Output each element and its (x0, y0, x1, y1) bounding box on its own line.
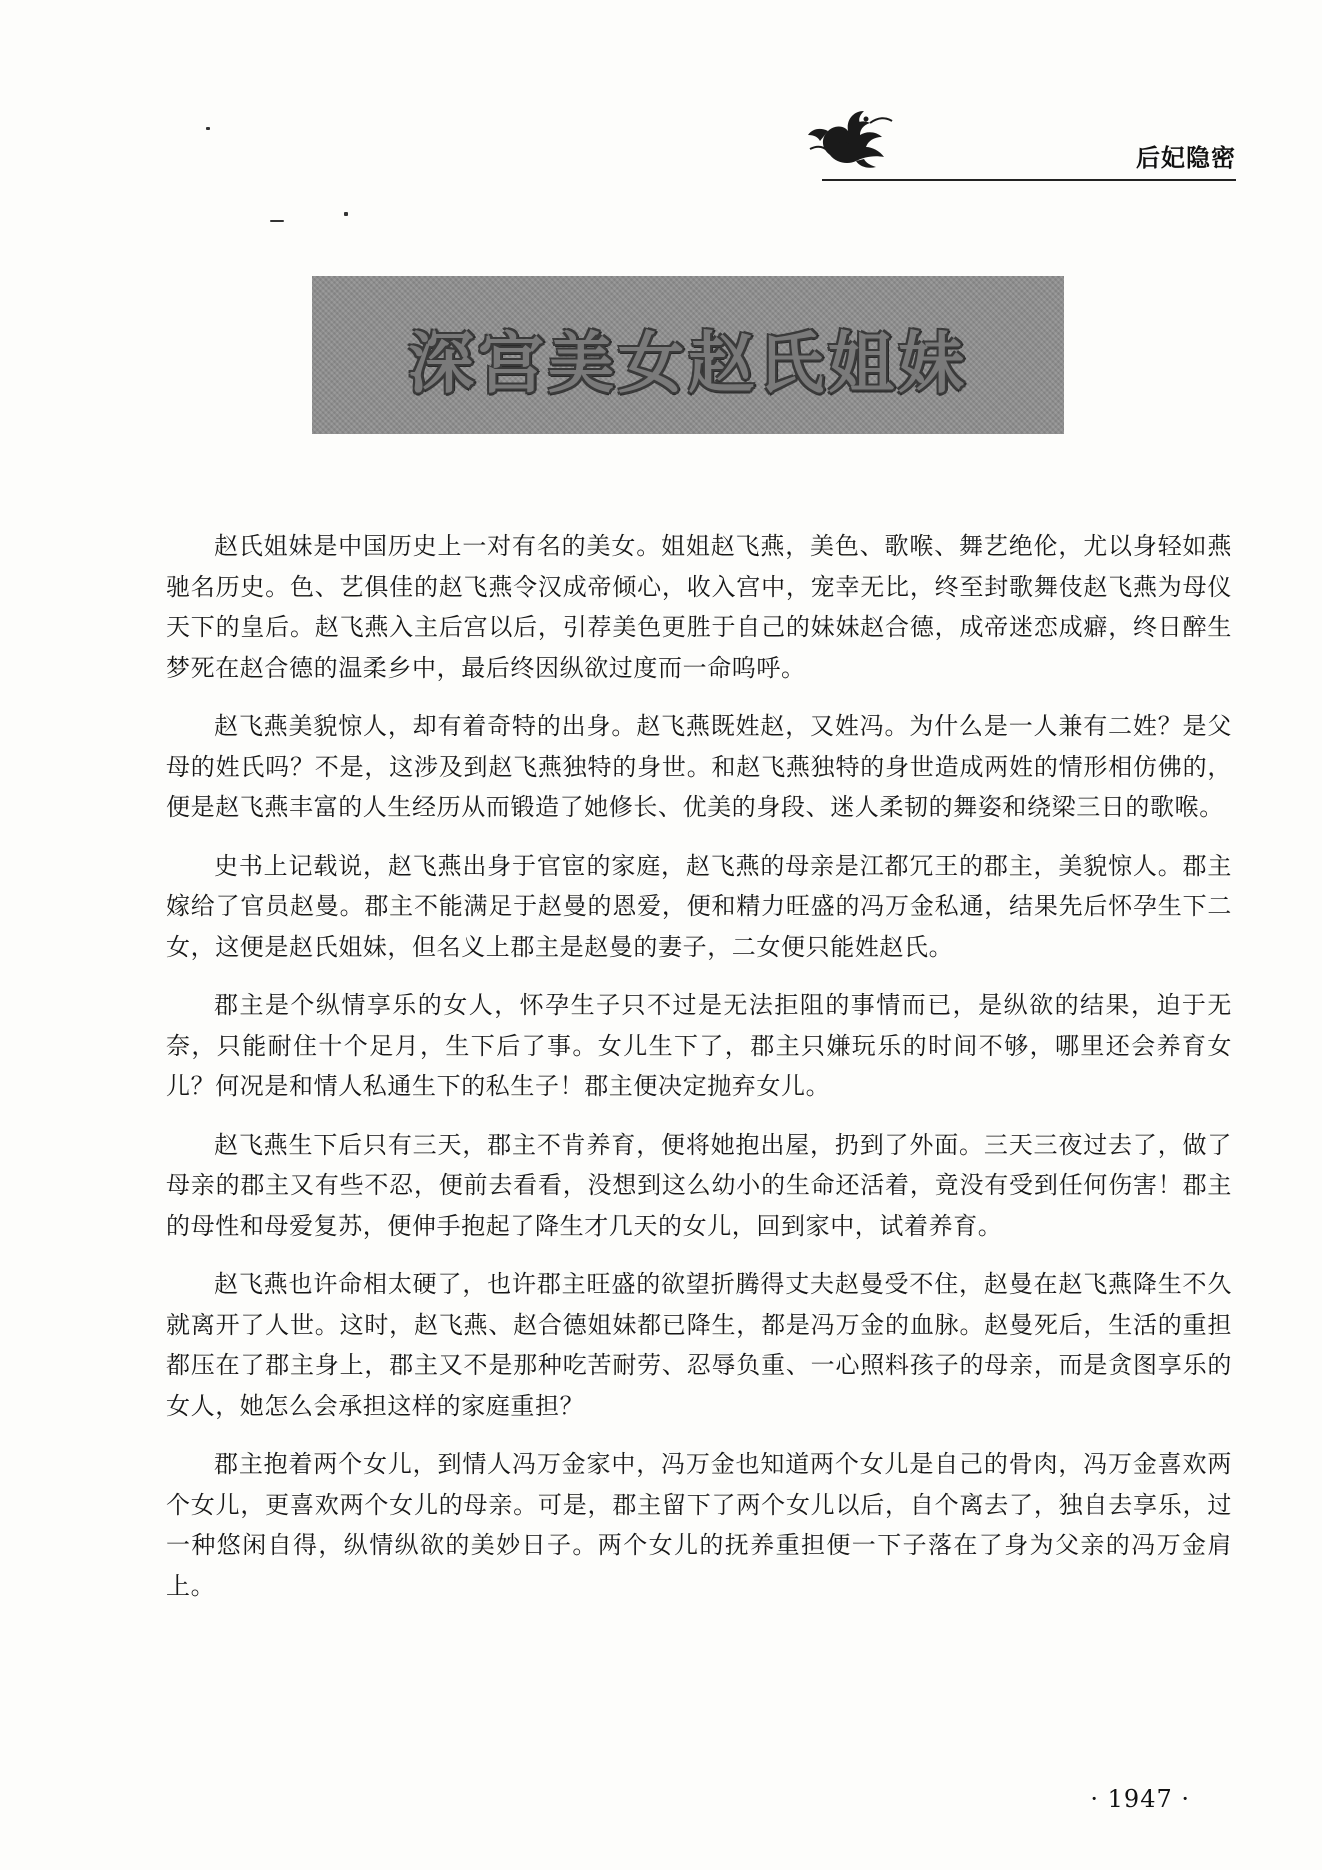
paragraph: 史书上记载说，赵飞燕出身于官宦的家庭，赵飞燕的母亲是江都冗王的郡主，美貌惊人。郡主嫁给了官员赵曼。郡主不能满足于赵曼的恩爱，便和精力旺盛的冯万金私通，结果先后怀孕生下二女，这便是赵氏姐妹，但名义上郡主是赵曼的妻子，二女便只能姓赵氏。 (166, 851, 1232, 961)
paragraph: 赵飞燕生下后只有三天，郡主不肯养育，便将她抱出屋，扔到了外面。三天三夜过去了，做了母亲的郡主又有些不忍，便前去看看，没想到这么幼小的生命还活着，竟没有受到任何伤害！郡主的母性和母爱复苏，便伸手抱起了降生才几天的女儿，回到家中，试着养育。 (166, 1130, 1232, 1240)
running-header (800, 105, 1236, 185)
paragraph: 赵飞燕也许命相太硬了，也许郡主旺盛的欲望折腾得丈夫赵曼受不住，赵曼在赵飞燕降生不久就离开了人世。这时，赵飞燕、赵合德姐妹都已降生，都是冯万金的血脉。赵曼死后，生活的重担都压在了郡主身上，郡主又不是那种吃苦耐劳、忍辱负重、一心照料孩子的母亲，而是贪图享乐的女人，她怎么会承担这样的家庭重担？ (166, 1270, 1232, 1420)
section-title: 后妃隐密 (1136, 144, 1236, 172)
paragraph: 郡主抱着两个女儿，到情人冯万金家中，冯万金也知道两个女儿是自己的骨肉，冯万金喜欢两个女儿，更喜欢两个女儿的母亲。可是，郡主留下了两个女儿以后，自个离去了，独自去享乐，过一种悠闲自得，纵情纵欲的美妙日子。两个女儿的抚养重担便一下子落在了身为父亲的冯万金肩上。 (166, 1450, 1232, 1600)
scan-speck (344, 212, 348, 216)
paragraph: 郡主是个纵情享乐的女人，怀孕生子只不过是无法拒阻的事情而已，是纵欲的结果，迫于无奈，只能耐住十个足月，生下后了事。女儿生下了，郡主只嫌玩乐的时间不够，哪里还会养育女儿？何况是和情人私通生下的私生子！郡主便决定抛弃女儿。 (166, 991, 1232, 1100)
page-number: · 1947 · (1090, 1785, 1190, 1813)
article-body (166, 526, 1232, 1606)
scan-speck (270, 220, 284, 222)
dragon-icon (800, 105, 896, 171)
chapter-title: 深宫美女赵氏姐妹 (408, 323, 968, 402)
paragraph: 赵氏姐妹是中国历史上一对有名的美女。姐姐赵飞燕，美色、歌喉、舞艺绝伦，尤以身轻如燕驰名历史。色、艺俱佳的赵飞燕令汉成帝倾心，收入宫中，宠幸无比，终至封歌舞伎赵飞燕为母仪天下的皇后。赵飞燕入主后宫以后，引荐美色更胜于自己的妹妹赵合德，成帝迷恋成癖，终日醉生梦死在赵合德的温柔乡中，最后终因纵欲过度而一命呜呼。 (166, 532, 1232, 682)
paragraph: 赵飞燕美貌惊人，却有着奇特的出身。赵飞燕既姓赵，又姓冯。为什么是一人兼有二姓？是父母的姓氏吗？不是，这涉及到赵飞燕独特的身世。和赵飞燕独特的身世造成两姓的情形相仿佛的，便是赵飞燕丰富的人生经历从而锻造了她修长、优美的身段、迷人柔韧的舞姿和绕梁三日的歌喉。 (166, 712, 1232, 821)
scan-speck (206, 127, 210, 130)
header-rule (822, 179, 1236, 181)
title-banner (312, 276, 1064, 434)
